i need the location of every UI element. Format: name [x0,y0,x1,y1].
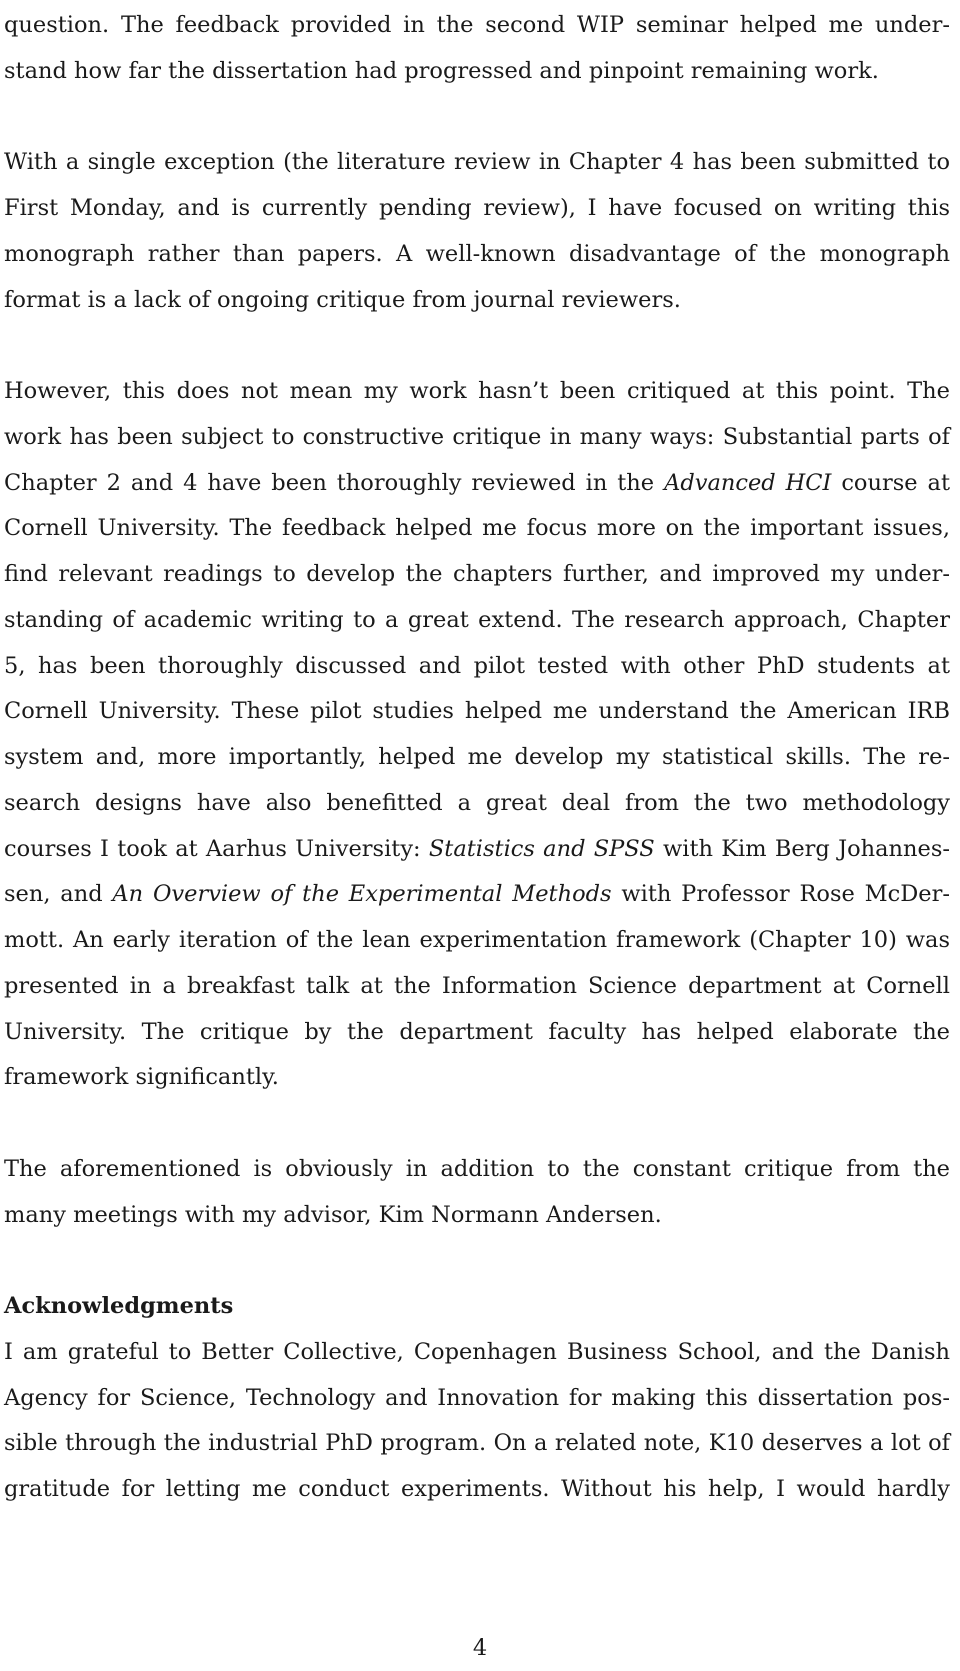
critique-text-part-c: with Kim Berg Johannessen, and [4,835,951,908]
paragraph-gap [4,95,950,141]
paragraph-wip-feedback: question. The feedback provided in the second WIP seminar helped me understand how far the dissertation had progressed and pinpoint remaining work. [4,12,950,84]
paragraph-critique [4,369,950,1101]
paragraph-advisor: The aforementioned is obviously in addition to the constant critique from the many meetings with my advisor, Kim Normann Andersen. [4,1155,950,1228]
page-number: 4 [472,1635,488,1661]
paragraph-gap [4,323,950,369]
paragraph-gap [4,1238,950,1284]
course-title-statistics-spss: Statistics and SPSS [428,835,655,862]
critique-text-part-d: with Professor Rose McDermott. An early iteration of the lean experimentation framework (Chapter 10) was presented in a breakfast talk at the Information Science department at Cornell University. The critique by the department faculty has helped elaborate the framework significantly. [4,881,950,1091]
paragraph-acknowledgments: I am grateful to Better Collective, Copenhagen Business School, and the Danish Agency for Science, Technology and Innovation for making this dissertation possible through the industrial PhD program. On a related note, K10 deserves a lot of gratitude for letting me conduct experiments. Without his help, I would hardly [4,1338,950,1502]
section-heading-acknowledgments: Acknowledgments [4,1293,234,1319]
course-title-experimental-methods: An Overview of the Experimental Methods [112,881,612,908]
critique-text-part-a: However, this does not mean my work hasn’t been critiqued at this point. The work has been subject to constructive critique in many ways: Substantial parts of Chapter 2 and 4 have been thoroughly reviewed in the [4,378,950,496]
paragraph-monograph: With a single exception (the literature review in Chapter 4 has been submitted to First Monday, and is currently pending review), I have focused on writing this monograph rather than papers. A well-known disadvantage of the monograph format is a lack of ongoing critique from journal reviewers. [4,149,950,313]
course-title-advanced-hci: Advanced HCI [664,469,832,496]
critique-text-part-b: course at Cornell University. The feedback helped me focus more on the important issues, find relevant readings to develop the chapters further, and improved my understanding of academic writing to a great extend. The research approach, Chapter 5, has been thoroughly discussed and pilot tested with other PhD students at Cornell University. These pilot studies helped me understand the American IRB system and, more importantly, helped me develop my statistical skills. The research designs have also benefitted a great deal from the two methodology courses I took at Aarhus University: [4,469,950,862]
body-text [4,3,950,1513]
paragraph-gap [4,1101,950,1147]
